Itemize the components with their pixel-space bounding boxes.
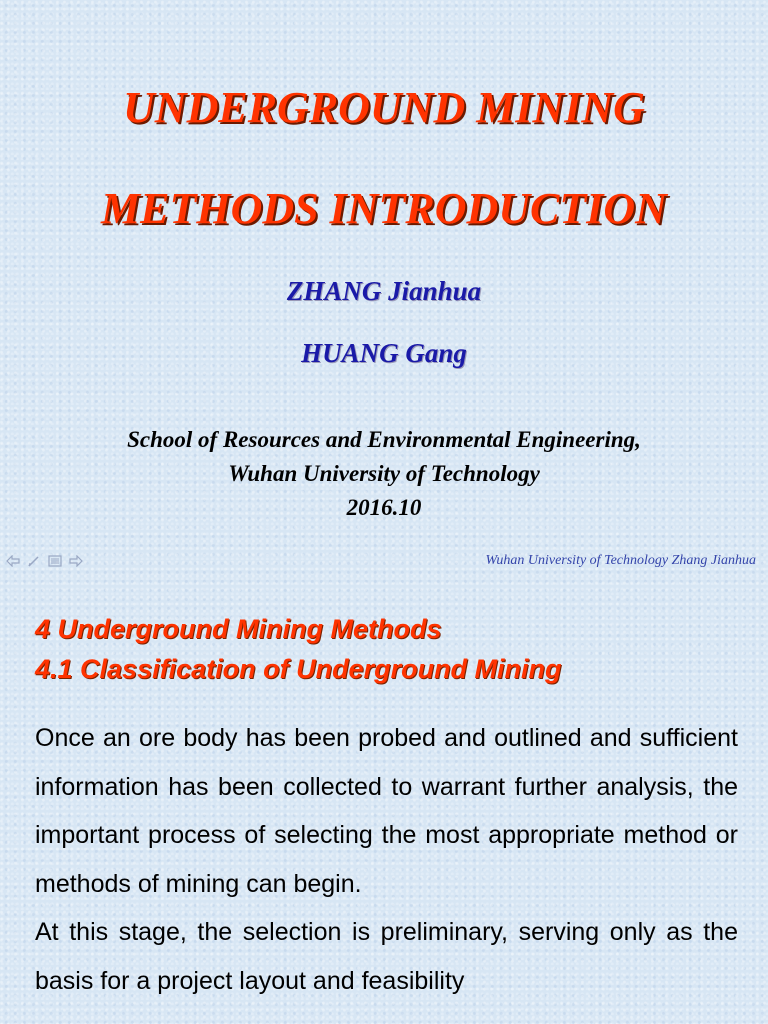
slide-title-line-2: METHODS INTRODUCTION xyxy=(101,184,667,233)
pen-icon[interactable] xyxy=(27,554,41,568)
author-name-2: HUANG Gang xyxy=(301,338,467,368)
subsection-heading: 4.1 Classification of Underground Mining xyxy=(35,654,562,684)
slide-title-line-1: UNDERGROUND MINING xyxy=(123,83,645,132)
university-name: Wuhan University of Technology xyxy=(228,461,540,486)
section-heading: 4 Underground Mining Methods xyxy=(35,614,442,644)
next-slide-icon[interactable] xyxy=(69,554,83,568)
menu-icon[interactable] xyxy=(48,554,62,568)
body-paragraph-1: Once an ore body has been probed and outlined and sufficient information has been collected to warrant further analysis, the important process of selecting the most appropriate method or methods of mining can begin. xyxy=(35,724,738,898)
content-slide xyxy=(0,590,768,1024)
author-name-1: ZHANG Jianhua xyxy=(286,276,482,306)
body-paragraph-2: At this stage, the selection is preliminary, serving only as the basis for a project layout and feasibility xyxy=(35,918,738,995)
presentation-date: 2016.10 xyxy=(346,495,422,520)
slide-body xyxy=(35,714,738,1005)
school-name: School of Resources and Environmental Engineering, xyxy=(127,427,641,452)
slide-navigation xyxy=(6,554,83,568)
previous-slide-icon[interactable] xyxy=(6,554,20,568)
slide-footer: Wuhan University of Technology Zhang Jianhua xyxy=(485,553,756,568)
